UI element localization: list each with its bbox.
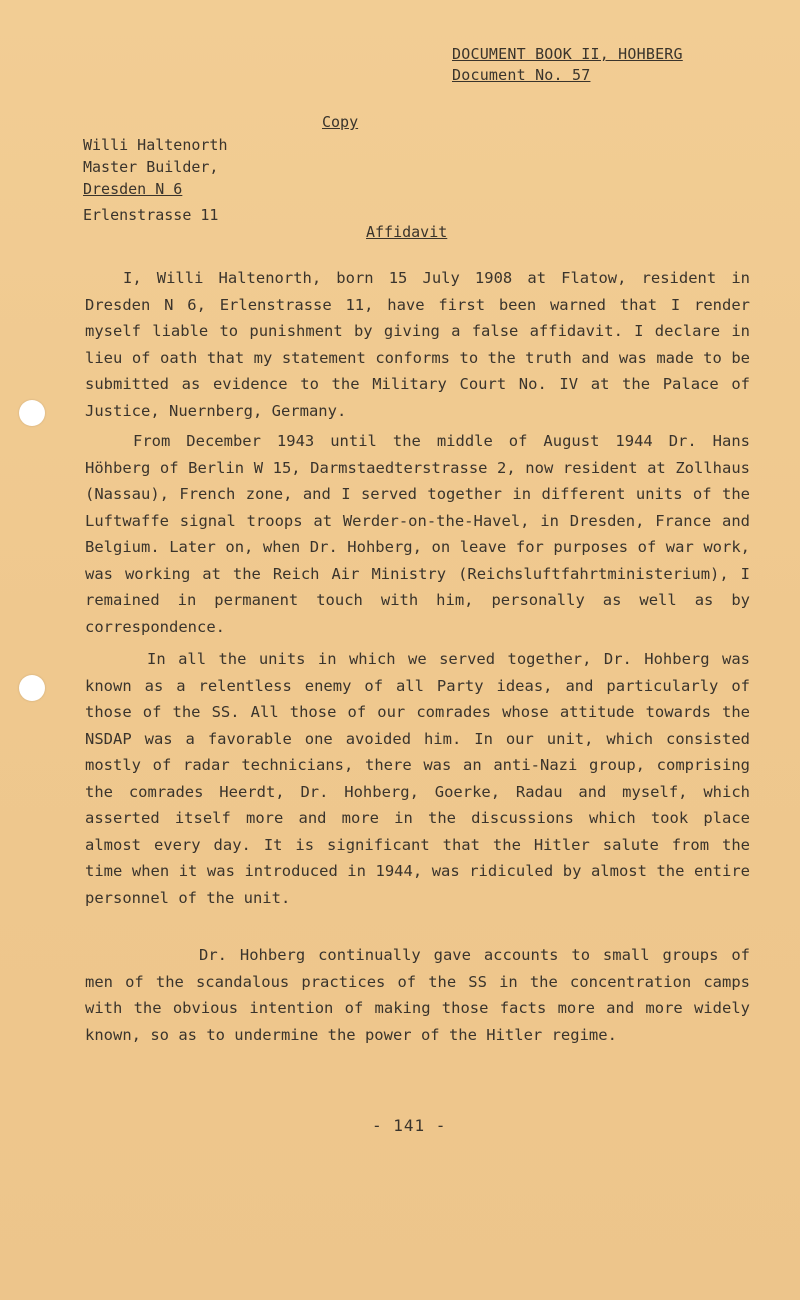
paragraph-4-text: Dr. Hohberg continually gave accounts to small groups of men of the scandalous practices of the SS in the concentration camps with the obvious intention of making those facts more and more widely known, so as to undermine the power of the Hitler regime.	[85, 946, 750, 1044]
punch-hole-bottom	[19, 675, 45, 701]
paragraph-2-text: From December 1943 until the middle of August 1944 Dr. Hans Höhberg of Berlin W 15, Darmstaedterstrasse 2, now resident at Zollhaus (Nassau), French zone, and I served together in different units of the Luftwaffe signal troops at Werder-on-the-Havel, in Dresden, France and Belgium. Later on, when Dr. Hohberg, on leave for purposes of war work, was working at the Reich Air Ministry (Reichsluftfahrtministerium), I remained in permanent touch with him, personally as well as by correspondence.	[85, 432, 750, 636]
paragraph-3	[85, 646, 750, 911]
page-number: - 141 -	[372, 1116, 447, 1135]
author-title: Master Builder,	[83, 158, 219, 176]
copy-label: Copy	[322, 113, 359, 131]
paragraph-4	[85, 942, 750, 1048]
author-city: Dresden N 6	[83, 180, 183, 198]
document-title: Affidavit	[366, 223, 448, 241]
paragraph-1-text: I, Willi Haltenorth, born 15 July 1908 at Flatow, resident in Dresden N 6, Erlenstrasse 11, have first been warned that I render myself liable to punishment by giving a false affidavit. I declare in lieu of oath that my statement conforms to the truth and was made to be submitted as evidence to the Military Court No. IV at the Palace of Justice, Nuernberg, Germany.	[85, 269, 750, 420]
paragraph-1	[85, 265, 750, 424]
document-number-line: Document No. 57	[452, 66, 591, 84]
document-book-line: DOCUMENT BOOK II, HOHBERG	[452, 45, 683, 63]
paragraph-2	[85, 428, 750, 640]
author-name: Willi Haltenorth	[83, 136, 228, 154]
document-reference	[452, 44, 683, 86]
paragraph-3-text: In all the units in which we served together, Dr. Hohberg was known as a relentless enemy of all Party ideas, and particularly of those of the SS. All those of our comrades whose attitude towards the NSDAP was a favorable one avoided him. In our unit, which consisted mostly of radar technicians, there was an anti-Nazi group, comprising the comrades Heerdt, Dr. Hohberg, Goerke, Radau and myself, which asserted itself more and more in the discussions which took place almost every day. It is significant that the Hitler salute from the time when it was introduced in 1944, was ridiculed by almost the entire personnel of the unit.	[85, 650, 750, 907]
punch-hole-top	[19, 400, 45, 426]
author-street: Erlenstrasse 11	[83, 206, 219, 224]
author-block	[83, 134, 228, 226]
